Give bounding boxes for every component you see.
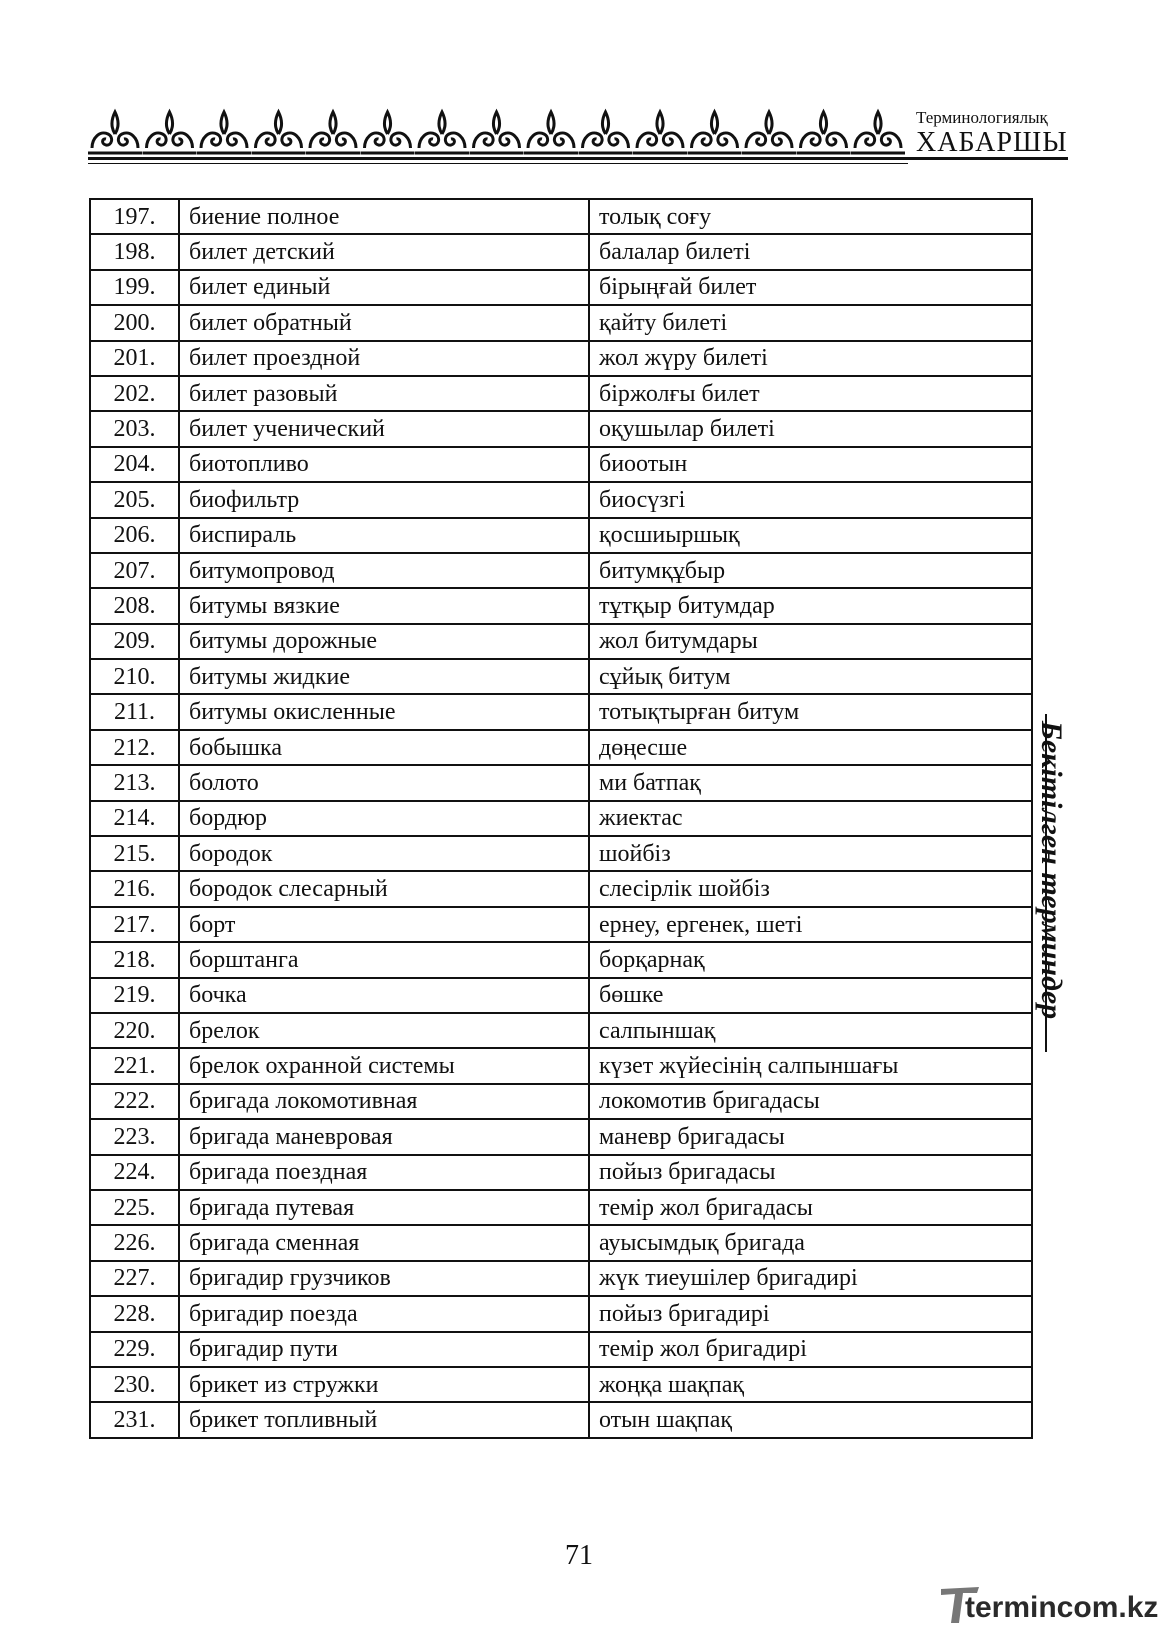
row-number: 219. — [90, 978, 179, 1013]
term-russian: борт — [179, 907, 589, 942]
term-russian: биотопливо — [179, 447, 589, 482]
term-kazakh: сұйық битум — [589, 659, 1032, 694]
ornament-motif — [524, 112, 578, 153]
term-kazakh: күзет жүйесінің салпыншағы — [589, 1048, 1032, 1083]
table-row — [90, 270, 1032, 305]
table-row — [90, 871, 1032, 906]
row-number: 204. — [90, 447, 179, 482]
term-kazakh: слесірлік шойбіз — [589, 871, 1032, 906]
term-russian: битумы вязкие — [179, 588, 589, 623]
row-number: 199. — [90, 270, 179, 305]
ornament-motif — [197, 112, 251, 153]
term-russian: биение полное — [179, 199, 589, 234]
term-kazakh: жол жүру билеті — [589, 341, 1032, 376]
row-number: 222. — [90, 1084, 179, 1119]
term-russian: битумы дорожные — [179, 624, 589, 659]
row-number: 217. — [90, 907, 179, 942]
table-row — [90, 411, 1032, 446]
term-russian: бригадир грузчиков — [179, 1261, 589, 1296]
term-russian: бригада маневровая — [179, 1119, 589, 1154]
term-kazakh: дөңесше — [589, 730, 1032, 765]
row-number: 224. — [90, 1155, 179, 1190]
page-number: 71 — [565, 1540, 593, 1571]
term-kazakh: оқушылар билеті — [589, 411, 1032, 446]
header-rule-thin — [88, 163, 908, 164]
terms-table — [89, 198, 1033, 1439]
ornament-motif — [470, 112, 524, 153]
term-kazakh: бірыңғай билет — [589, 270, 1032, 305]
table-row — [90, 588, 1032, 623]
table-row — [90, 1048, 1032, 1083]
term-kazakh: маневр бригадасы — [589, 1119, 1032, 1154]
ornament-motif — [252, 112, 306, 153]
term-russian: бобышка — [179, 730, 589, 765]
term-kazakh: борқарнақ — [589, 942, 1032, 977]
ornament-motif — [797, 112, 851, 153]
row-number: 231. — [90, 1402, 179, 1437]
table-row — [90, 1013, 1032, 1048]
ornament-motif — [415, 112, 469, 153]
table-row — [90, 305, 1032, 340]
ornament-motif — [88, 112, 142, 153]
ornament-motif — [851, 112, 905, 153]
term-kazakh: темір жол бригадасы — [589, 1190, 1032, 1225]
ornament-border-icon — [88, 108, 908, 156]
ornament-motif — [143, 112, 197, 153]
table-row — [90, 376, 1032, 411]
table-row — [90, 624, 1032, 659]
watermark-text: termincom.kz — [965, 1591, 1158, 1624]
table-row — [90, 1155, 1032, 1190]
term-kazakh: жиектас — [589, 801, 1032, 836]
term-kazakh: бөшке — [589, 978, 1032, 1013]
term-russian: брелок охранной системы — [179, 1048, 589, 1083]
table-row — [90, 694, 1032, 729]
term-kazakh: тұтқыр битумдар — [589, 588, 1032, 623]
term-kazakh: қосшиыршық — [589, 518, 1032, 553]
term-russian: битумы жидкие — [179, 659, 589, 694]
table-row — [90, 234, 1032, 269]
term-russian: бордюр — [179, 801, 589, 836]
term-russian: билет детский — [179, 234, 589, 269]
row-number: 207. — [90, 553, 179, 588]
row-number: 214. — [90, 801, 179, 836]
term-kazakh: ернеу, ергенек, шеті — [589, 907, 1032, 942]
term-kazakh: темір жол бригадирі — [589, 1332, 1032, 1367]
term-russian: бригада поездная — [179, 1155, 589, 1190]
table-row — [90, 1084, 1032, 1119]
row-number: 208. — [90, 588, 179, 623]
table-row — [90, 765, 1032, 800]
term-russian: брелок — [179, 1013, 589, 1048]
term-kazakh: жол битумдары — [589, 624, 1032, 659]
row-number: 198. — [90, 234, 179, 269]
row-number: 206. — [90, 518, 179, 553]
term-kazakh: пойыз бригадасы — [589, 1155, 1032, 1190]
term-russian: брикет топливный — [179, 1402, 589, 1437]
row-number: 220. — [90, 1013, 179, 1048]
term-kazakh: біржолғы билет — [589, 376, 1032, 411]
row-number: 210. — [90, 659, 179, 694]
term-kazakh: биосүзгі — [589, 482, 1032, 517]
term-russian: билет обратный — [179, 305, 589, 340]
ornament-motif — [742, 112, 796, 153]
term-russian: болото — [179, 765, 589, 800]
table-row — [90, 341, 1032, 376]
table-row — [90, 978, 1032, 1013]
term-kazakh: жоңқа шақпақ — [589, 1367, 1032, 1402]
term-kazakh: жүк тиеушілер бригадирі — [589, 1261, 1032, 1296]
table-row — [90, 1225, 1032, 1260]
term-russian: брикет из стружки — [179, 1367, 589, 1402]
term-russian: бородок — [179, 836, 589, 871]
term-kazakh: қайту билеті — [589, 305, 1032, 340]
row-number: 225. — [90, 1190, 179, 1225]
row-number: 205. — [90, 482, 179, 517]
term-kazakh: салпыншақ — [589, 1013, 1032, 1048]
journal-title: ХАБАРШЫ — [916, 127, 1068, 158]
row-number: 201. — [90, 341, 179, 376]
table-row — [90, 1119, 1032, 1154]
row-number: 211. — [90, 694, 179, 729]
row-number: 223. — [90, 1119, 179, 1154]
table-row — [90, 942, 1032, 977]
table-row — [90, 447, 1032, 482]
row-number: 229. — [90, 1332, 179, 1367]
row-number: 218. — [90, 942, 179, 977]
page-header — [88, 108, 1068, 168]
term-russian: битумопровод — [179, 553, 589, 588]
table-row — [90, 659, 1032, 694]
row-number: 213. — [90, 765, 179, 800]
term-russian: бородок слесарный — [179, 871, 589, 906]
row-number: 227. — [90, 1261, 179, 1296]
ornament-motif — [633, 112, 687, 153]
term-kazakh: шойбіз — [589, 836, 1032, 871]
row-number: 226. — [90, 1225, 179, 1260]
term-russian: бригадир пути — [179, 1332, 589, 1367]
table-row — [90, 518, 1032, 553]
term-russian: бригада локомотивная — [179, 1084, 589, 1119]
table-row — [90, 1402, 1032, 1437]
table-row — [90, 1296, 1032, 1331]
term-russian: бригада путевая — [179, 1190, 589, 1225]
term-kazakh: балалар билеті — [589, 234, 1032, 269]
term-russian: биофильтр — [179, 482, 589, 517]
term-kazakh: толық соғу — [589, 199, 1032, 234]
term-russian: бригадир поезда — [179, 1296, 589, 1331]
term-kazakh: битумқұбыр — [589, 553, 1032, 588]
term-kazakh: локомотив бригадасы — [589, 1084, 1032, 1119]
table-row — [90, 907, 1032, 942]
table-row — [90, 1261, 1032, 1296]
row-number: 230. — [90, 1367, 179, 1402]
table-row — [90, 801, 1032, 836]
row-number: 202. — [90, 376, 179, 411]
term-kazakh: ми батпақ — [589, 765, 1032, 800]
term-russian: битумы окисленные — [179, 694, 589, 729]
side-section-label: Бекітілген терминдер — [1035, 720, 1068, 1020]
table-row — [90, 1332, 1032, 1367]
term-kazakh: тотықтырған битум — [589, 694, 1032, 729]
table-row — [90, 836, 1032, 871]
row-number: 228. — [90, 1296, 179, 1331]
ornament-motif — [579, 112, 633, 153]
term-russian: билет единый — [179, 270, 589, 305]
table-row — [90, 1190, 1032, 1225]
row-number: 221. — [90, 1048, 179, 1083]
row-number: 212. — [90, 730, 179, 765]
row-number: 203. — [90, 411, 179, 446]
term-kazakh: отын шақпақ — [589, 1402, 1032, 1437]
table-row — [90, 482, 1032, 517]
row-number: 209. — [90, 624, 179, 659]
table-row — [90, 1367, 1032, 1402]
term-kazakh: пойыз бригадирі — [589, 1296, 1032, 1331]
term-russian: бочка — [179, 978, 589, 1013]
table-row — [90, 553, 1032, 588]
term-kazakh: ауысымдық бригада — [589, 1225, 1032, 1260]
ornament-motif — [688, 112, 742, 153]
row-number: 215. — [90, 836, 179, 871]
term-russian: борштанга — [179, 942, 589, 977]
term-russian: билет разовый — [179, 376, 589, 411]
table-row — [90, 199, 1032, 234]
term-russian: биспираль — [179, 518, 589, 553]
term-kazakh: биоотын — [589, 447, 1032, 482]
term-russian: билет ученический — [179, 411, 589, 446]
term-russian: билет проездной — [179, 341, 589, 376]
row-number: 197. — [90, 199, 179, 234]
term-russian: бригада сменная — [179, 1225, 589, 1260]
table-row — [90, 730, 1032, 765]
row-number: 200. — [90, 305, 179, 340]
watermark-logo — [939, 1583, 1158, 1627]
journal-subtitle: Терминологиялық — [916, 108, 1048, 127]
row-number: 216. — [90, 871, 179, 906]
ornament-motif — [361, 112, 415, 153]
ornament-motif — [306, 112, 360, 153]
